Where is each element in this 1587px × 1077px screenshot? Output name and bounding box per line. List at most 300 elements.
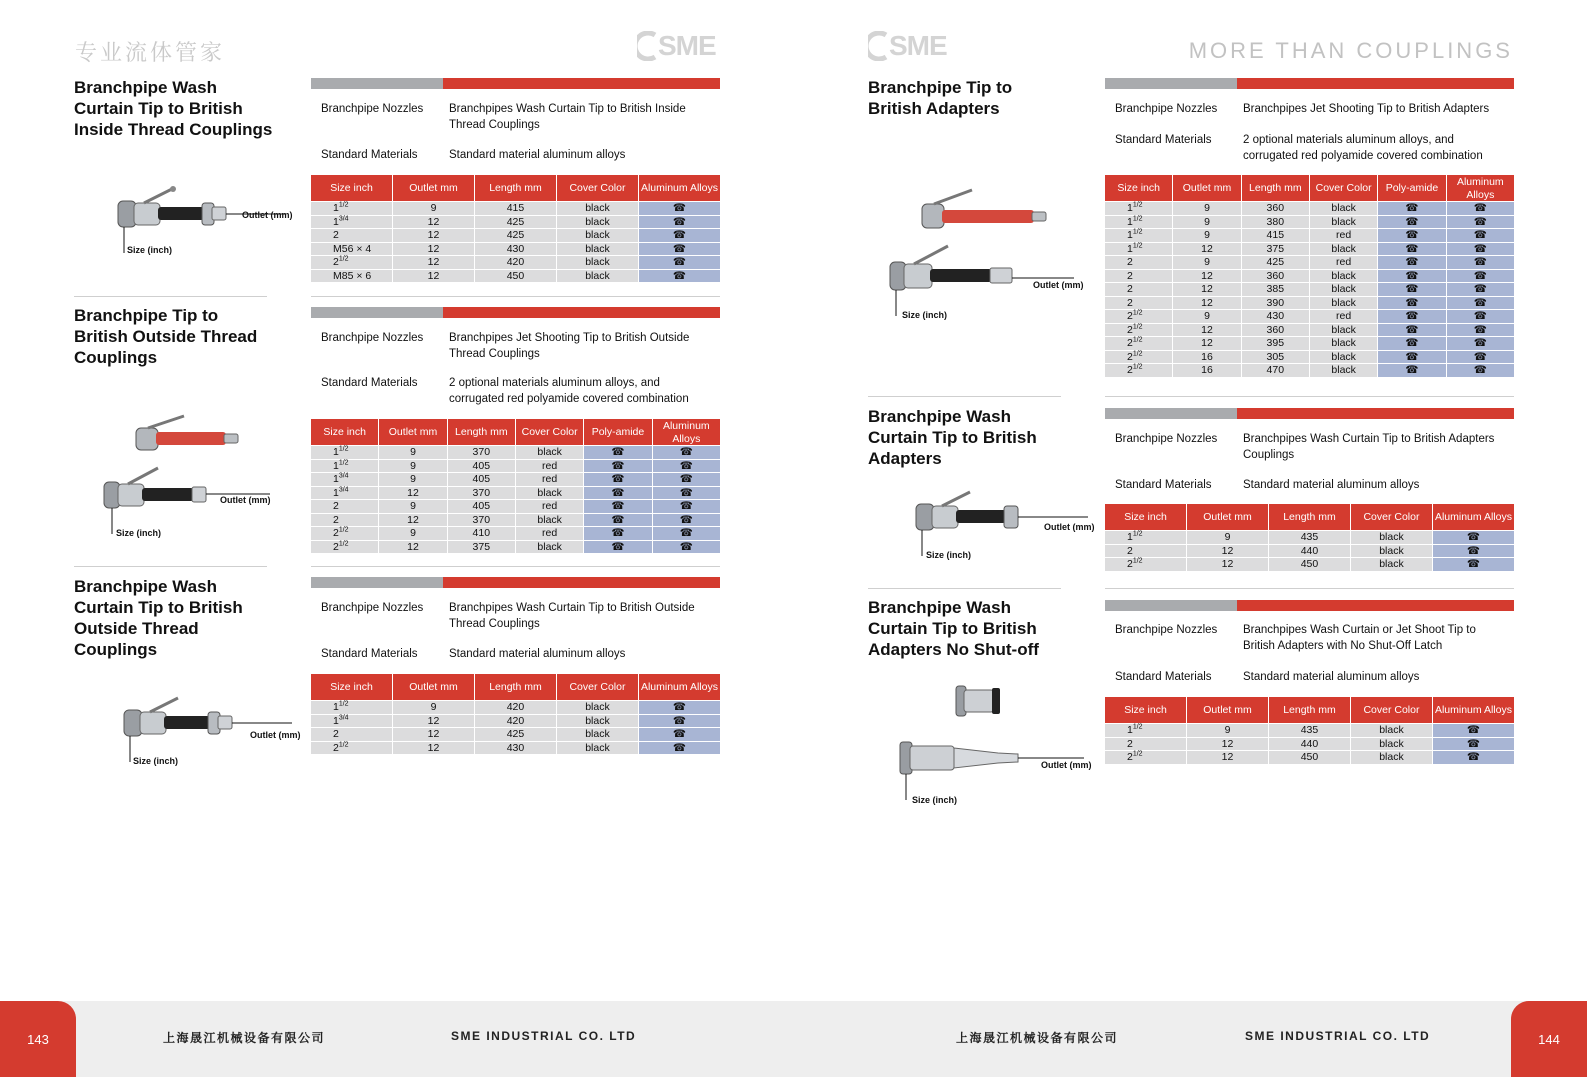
- size-cell: $2^{1/2}$: [1105, 558, 1187, 571]
- availability-mark-icon: ☎: [672, 256, 687, 268]
- length-cell: 425: [1241, 256, 1309, 270]
- availability-cell: [1446, 256, 1514, 270]
- length-cell: 370: [447, 513, 515, 527]
- outlet-cell: 9: [379, 500, 447, 514]
- table-row: [1105, 215, 1514, 229]
- availability-mark-icon: ☎: [1405, 229, 1419, 241]
- color-cell: black: [1350, 544, 1432, 558]
- color-cell: black: [556, 728, 638, 742]
- column-header: Length mm: [474, 175, 556, 202]
- section-bar: [1105, 600, 1514, 611]
- length-cell: 370: [447, 446, 515, 460]
- spec-info: [1105, 432, 1514, 502]
- outlet-cell: 9: [1173, 229, 1241, 243]
- color-cell: black: [556, 215, 638, 229]
- column-header: Cover Color: [1350, 504, 1432, 531]
- spec-info: [1105, 102, 1514, 172]
- color-cell: black: [1309, 215, 1377, 229]
- table-row: [1105, 350, 1514, 364]
- size-label: Size (inch): [133, 756, 179, 766]
- table-row: [1105, 558, 1514, 571]
- section-title: Branchpipe Wash Curtain Tip to British Inside Thread Couplings: [74, 78, 273, 139]
- availability-mark-icon: ☎: [672, 215, 687, 228]
- table-row: [1105, 256, 1514, 270]
- nozzles-label: Branchpipe Nozzles: [1115, 624, 1218, 636]
- availability-mark-icon: ☎: [1473, 256, 1487, 268]
- logo-mark-icon: [868, 31, 888, 61]
- spec-info: [1105, 623, 1514, 693]
- table-row: [311, 242, 720, 256]
- size-cell: $1^{3/4}$: [311, 473, 379, 487]
- availability-mark-icon: ☎: [672, 701, 687, 713]
- length-cell: 410: [447, 527, 515, 541]
- color-cell: black: [556, 269, 638, 282]
- length-cell: 450: [474, 269, 556, 282]
- table-row: [1105, 531, 1514, 545]
- nozzles-value: Branchpipes Wash Curtain Tip to British Adapters Couplings: [1243, 433, 1495, 461]
- availability-cell: [638, 215, 720, 229]
- length-cell: 425: [474, 229, 556, 243]
- nozzles-value: Branchpipes Wash Curtain Tip to British Outside Thread Couplings: [449, 602, 695, 630]
- spec-info: [311, 331, 720, 411]
- table-row: [1105, 364, 1514, 377]
- company-logo-right: [868, 30, 947, 62]
- table-header-row: [311, 419, 720, 446]
- column-header: Outlet mm: [379, 419, 447, 446]
- availability-cell: [1378, 215, 1446, 229]
- size-cell: 2: [1105, 256, 1173, 270]
- size-cell: $2^{1/2}$: [1105, 310, 1173, 324]
- availability-cell: [638, 269, 720, 282]
- materials-label: Standard Materials: [321, 377, 418, 389]
- availability-cell: [1446, 229, 1514, 243]
- materials-label: Standard Materials: [321, 648, 418, 660]
- outlet-label: Outlet (mm): [1041, 760, 1092, 770]
- availability-cell: [638, 701, 720, 715]
- availability-cell: [1378, 256, 1446, 270]
- size-cell: $2^{1/2}$: [311, 256, 393, 270]
- color-cell: black: [1350, 531, 1432, 545]
- size-label: Size (inch): [127, 245, 173, 255]
- logo-mark-icon: [637, 31, 657, 61]
- section-divider: [311, 296, 720, 297]
- table-row: [1105, 229, 1514, 243]
- color-cell: red: [1309, 310, 1377, 324]
- product-image: [116, 692, 306, 772]
- outlet-cell: 12: [1173, 269, 1241, 283]
- availability-mark-icon: ☎: [679, 473, 693, 485]
- column-header: Length mm: [1268, 504, 1350, 531]
- length-cell: 305: [1241, 350, 1309, 364]
- size-cell: $2^{1/2}$: [1105, 364, 1173, 377]
- size-cell: $1^{3/4}$: [311, 215, 393, 229]
- outlet-cell: 9: [379, 473, 447, 487]
- column-header: Size inch: [311, 674, 393, 701]
- logo-text: SME: [658, 30, 716, 61]
- column-header: Length mm: [1268, 697, 1350, 724]
- availability-mark-icon: ☎: [672, 242, 687, 255]
- length-cell: 470: [1241, 364, 1309, 377]
- product-image: [898, 682, 1098, 810]
- outlet-cell: 12: [1187, 751, 1269, 764]
- availability-cell: [1446, 323, 1514, 337]
- outlet-cell: 12: [393, 215, 475, 229]
- availability-mark-icon: ☎: [1466, 531, 1481, 543]
- spec-table: [311, 175, 720, 282]
- length-cell: 370: [447, 486, 515, 500]
- outlet-cell: 12: [1187, 737, 1269, 751]
- color-cell: black: [515, 446, 583, 460]
- spec-info: [311, 102, 720, 172]
- logo-text: SME: [889, 30, 947, 61]
- outlet-cell: 12: [393, 714, 475, 728]
- outlet-cell: 9: [1187, 724, 1269, 738]
- outlet-label: Outlet (mm): [1044, 522, 1095, 532]
- color-cell: black: [1309, 337, 1377, 351]
- color-cell: black: [1309, 350, 1377, 364]
- availability-mark-icon: ☎: [1473, 202, 1487, 214]
- availability-mark-icon: ☎: [1405, 202, 1419, 214]
- availability-cell: [584, 473, 652, 487]
- section-divider: [868, 588, 1061, 589]
- header-tagline-en: MORE THAN COUPLINGS: [1188, 38, 1513, 63]
- availability-cell: [1378, 296, 1446, 310]
- availability-cell: [1446, 215, 1514, 229]
- nozzles-label: Branchpipe Nozzles: [321, 332, 424, 344]
- spec-table: [1105, 175, 1514, 377]
- section-divider: [74, 566, 267, 567]
- size-cell: $1^{1/2}$: [311, 446, 379, 460]
- availability-mark-icon: ☎: [1466, 724, 1481, 736]
- outlet-label: Outlet (mm): [220, 495, 271, 505]
- availability-cell: [1378, 350, 1446, 364]
- availability-cell: [1446, 350, 1514, 364]
- section-title: Branchpipe Wash Curtain Tip to British Adapters: [868, 407, 1037, 468]
- availability-mark-icon: ☎: [672, 229, 687, 241]
- availability-cell: [652, 473, 720, 487]
- length-cell: 430: [1241, 310, 1309, 324]
- size-label: Size (inch): [902, 310, 948, 320]
- length-cell: 395: [1241, 337, 1309, 351]
- availability-mark-icon: ☎: [1473, 337, 1487, 349]
- materials-value: 2 optional materials aluminum alloys, and corrugated red polyamide covered combination: [1243, 134, 1483, 162]
- outlet-cell: 16: [1173, 350, 1241, 364]
- column-header: Size inch: [311, 175, 393, 202]
- column-header: Aluminum Alloys: [1446, 175, 1514, 202]
- outlet-cell: 12: [393, 256, 475, 270]
- size-cell: $1^{3/4}$: [311, 486, 379, 500]
- size-cell: 2: [311, 728, 393, 742]
- section-title: Branchpipe Wash Curtain Tip to British Outside Thread Couplings: [74, 577, 243, 659]
- length-cell: 385: [1241, 283, 1309, 297]
- color-cell: black: [1350, 751, 1432, 764]
- outlet-cell: 12: [1173, 283, 1241, 297]
- table-row: [1105, 283, 1514, 297]
- materials-label: Standard Materials: [1115, 134, 1212, 146]
- availability-mark-icon: ☎: [1473, 350, 1487, 363]
- header-tagline-cn: 专业流体管家: [75, 41, 226, 66]
- availability-mark-icon: ☎: [1473, 215, 1487, 228]
- availability-cell: [1446, 269, 1514, 283]
- color-cell: red: [515, 527, 583, 541]
- branchpipe-nozzle-icon: [888, 184, 1088, 324]
- size-cell: 2: [1105, 283, 1173, 297]
- availability-cell: [652, 486, 720, 500]
- table-row: [311, 714, 720, 728]
- outlet-cell: 9: [379, 527, 447, 541]
- table-row: [311, 269, 720, 282]
- company-logo: [637, 30, 716, 62]
- length-cell: 415: [474, 202, 556, 216]
- availability-mark-icon: ☎: [1405, 337, 1419, 349]
- materials-value: Standard material aluminum alloys: [449, 648, 626, 660]
- column-header: Outlet mm: [393, 674, 475, 701]
- outlet-cell: 9: [379, 446, 447, 460]
- spec-table: [311, 674, 720, 754]
- size-cell: $1^{1/2}$: [1105, 202, 1173, 216]
- table-row: [1105, 296, 1514, 310]
- outlet-cell: 12: [379, 486, 447, 500]
- outlet-label: Outlet (mm): [250, 730, 301, 740]
- availability-mark-icon: ☎: [1466, 558, 1481, 570]
- color-cell: black: [1309, 283, 1377, 297]
- availability-cell: [1446, 337, 1514, 351]
- color-cell: black: [556, 741, 638, 754]
- availability-cell: [584, 513, 652, 527]
- size-cell: $1^{1/2}$: [1105, 531, 1187, 545]
- availability-mark-icon: ☎: [1473, 310, 1487, 322]
- outlet-cell: 16: [1173, 364, 1241, 377]
- availability-mark-icon: ☎: [1473, 269, 1487, 282]
- product-image: [912, 490, 1102, 570]
- outlet-cell: 12: [393, 728, 475, 742]
- availability-mark-icon: ☎: [679, 513, 693, 526]
- table-row: [1105, 310, 1514, 324]
- length-cell: 440: [1268, 544, 1350, 558]
- length-cell: 425: [474, 728, 556, 742]
- column-header: Size inch: [1105, 504, 1187, 531]
- size-cell: $2^{1/2}$: [311, 527, 379, 541]
- availability-mark-icon: ☎: [679, 459, 693, 472]
- section-title: Branchpipe Tip to British Outside Thread Couplings: [74, 306, 258, 367]
- availability-cell: [1378, 337, 1446, 351]
- outlet-cell: 12: [1173, 337, 1241, 351]
- availability-mark-icon: ☎: [679, 486, 693, 499]
- outlet-cell: 12: [1187, 558, 1269, 571]
- color-cell: black: [556, 229, 638, 243]
- table-row: [311, 256, 720, 270]
- table-row: [1105, 737, 1514, 751]
- table-row: [311, 459, 720, 473]
- color-cell: black: [515, 540, 583, 553]
- availability-cell: [652, 527, 720, 541]
- length-cell: 390: [1241, 296, 1309, 310]
- availability-mark-icon: ☎: [672, 269, 687, 282]
- table-row: [1105, 323, 1514, 337]
- availability-mark-icon: ☎: [1473, 364, 1487, 376]
- table-row: [311, 741, 720, 754]
- availability-cell: [638, 229, 720, 243]
- color-cell: red: [1309, 229, 1377, 243]
- color-cell: black: [1309, 202, 1377, 216]
- length-cell: 415: [1241, 229, 1309, 243]
- nozzles-value: Branchpipes Wash Curtain or Jet Shoot Tip to British Adapters with No Shut-Off Latch: [1243, 624, 1476, 652]
- table-header-row: [311, 674, 720, 701]
- materials-value: Standard material aluminum alloys: [1243, 671, 1420, 683]
- column-header: Cover Color: [1309, 175, 1377, 202]
- footer-company-en: SME INDUSTRIAL CO. LTD: [451, 1029, 637, 1043]
- availability-mark-icon: ☎: [611, 459, 625, 472]
- outlet-cell: 12: [393, 741, 475, 754]
- outlet-cell: 9: [1173, 310, 1241, 324]
- length-cell: 420: [474, 701, 556, 715]
- nozzles-label: Branchpipe Nozzles: [1115, 103, 1218, 115]
- color-cell: black: [1309, 269, 1377, 283]
- table-row: [311, 728, 720, 742]
- availability-cell: [1432, 751, 1514, 764]
- color-cell: black: [1350, 724, 1432, 738]
- outlet-cell: 12: [393, 229, 475, 243]
- outlet-cell: 12: [393, 242, 475, 256]
- availability-cell: [1446, 202, 1514, 216]
- availability-mark-icon: ☎: [1405, 242, 1419, 255]
- color-cell: black: [556, 714, 638, 728]
- size-cell: $1^{1/2}$: [311, 202, 393, 216]
- column-header: Cover Color: [1350, 697, 1432, 724]
- availability-cell: [652, 500, 720, 514]
- availability-cell: [652, 459, 720, 473]
- availability-cell: [1378, 364, 1446, 377]
- availability-cell: [638, 728, 720, 742]
- availability-cell: [1446, 283, 1514, 297]
- availability-cell: [638, 256, 720, 270]
- availability-mark-icon: ☎: [1405, 283, 1419, 295]
- table-row: [1105, 269, 1514, 283]
- length-cell: 435: [1268, 531, 1350, 545]
- outlet-cell: 9: [1173, 215, 1241, 229]
- footer-company-en-right: SME INDUSTRIAL CO. LTD: [1245, 1029, 1431, 1043]
- size-cell: $1^{3/4}$: [311, 714, 393, 728]
- section-divider: [868, 396, 1061, 397]
- outlet-cell: 9: [1187, 531, 1269, 545]
- outlet-cell: 12: [1173, 323, 1241, 337]
- outlet-cell: 9: [379, 459, 447, 473]
- availability-mark-icon: ☎: [1466, 737, 1481, 750]
- column-header: Poly-amide: [1378, 175, 1446, 202]
- availability-mark-icon: ☎: [1405, 364, 1419, 376]
- availability-cell: [1446, 364, 1514, 377]
- section-divider: [311, 566, 720, 567]
- column-header: Length mm: [1241, 175, 1309, 202]
- page-number-right: 144: [1511, 1001, 1587, 1077]
- availability-mark-icon: ☎: [611, 500, 625, 512]
- branchpipe-nozzle-icon: [100, 412, 290, 542]
- spec-info: [311, 601, 720, 671]
- color-cell: black: [556, 701, 638, 715]
- color-cell: black: [1350, 737, 1432, 751]
- availability-cell: [652, 446, 720, 460]
- size-cell: 2: [1105, 296, 1173, 310]
- column-header: Outlet mm: [1173, 175, 1241, 202]
- section-bar: [311, 577, 720, 588]
- availability-mark-icon: ☎: [672, 202, 687, 214]
- length-cell: 450: [1268, 751, 1350, 764]
- column-header: Cover Color: [515, 419, 583, 446]
- availability-mark-icon: ☎: [611, 486, 625, 499]
- materials-value: Standard material aluminum alloys: [1243, 479, 1420, 491]
- table-row: [1105, 724, 1514, 738]
- section-bar: [311, 307, 720, 318]
- availability-mark-icon: ☎: [1405, 350, 1419, 363]
- column-header: Size inch: [1105, 175, 1173, 202]
- footer-company-cn-right: 上海晟江机械设备有限公司: [956, 1031, 1119, 1045]
- materials-value: 2 optional materials aluminum alloys, and corrugated red polyamide covered combination: [449, 377, 689, 405]
- size-label: Size (inch): [912, 795, 958, 805]
- length-cell: 360: [1241, 323, 1309, 337]
- table-row: [311, 500, 720, 514]
- availability-cell: [1378, 269, 1446, 283]
- size-cell: 2: [1105, 737, 1187, 751]
- availability-cell: [1378, 242, 1446, 256]
- availability-mark-icon: ☎: [679, 446, 693, 458]
- outlet-label: Outlet (mm): [242, 210, 293, 220]
- table-row: [1105, 544, 1514, 558]
- color-cell: black: [1309, 296, 1377, 310]
- section-bar: [1105, 408, 1514, 419]
- availability-cell: [1432, 531, 1514, 545]
- color-cell: red: [515, 459, 583, 473]
- length-cell: 380: [1241, 215, 1309, 229]
- nozzles-value: Branchpipes Jet Shooting Tip to British Outside Thread Couplings: [449, 332, 690, 360]
- size-cell: 2: [311, 513, 379, 527]
- availability-cell: [584, 540, 652, 553]
- product-image: [100, 412, 290, 542]
- length-cell: 430: [474, 741, 556, 754]
- nozzles-label: Branchpipe Nozzles: [321, 602, 424, 614]
- availability-cell: [652, 540, 720, 553]
- column-header: Cover Color: [556, 175, 638, 202]
- availability-mark-icon: ☎: [611, 527, 625, 539]
- availability-mark-icon: ☎: [1473, 296, 1487, 309]
- availability-cell: [1432, 544, 1514, 558]
- availability-cell: [1432, 558, 1514, 571]
- availability-mark-icon: ☎: [679, 500, 693, 512]
- outlet-cell: 9: [1173, 256, 1241, 270]
- spec-table: [311, 419, 720, 553]
- availability-mark-icon: ☎: [611, 513, 625, 526]
- availability-cell: [1446, 296, 1514, 310]
- color-cell: black: [556, 242, 638, 256]
- outlet-cell: 9: [1173, 202, 1241, 216]
- table-row: [311, 513, 720, 527]
- availability-mark-icon: ☎: [1473, 323, 1487, 336]
- availability-cell: [1378, 323, 1446, 337]
- color-cell: black: [1350, 558, 1432, 571]
- availability-mark-icon: ☎: [1473, 242, 1487, 255]
- outlet-cell: 12: [1173, 296, 1241, 310]
- size-cell: $1^{1/2}$: [1105, 242, 1173, 256]
- availability-cell: [638, 714, 720, 728]
- availability-mark-icon: ☎: [679, 540, 693, 553]
- section-divider: [74, 296, 267, 297]
- availability-mark-icon: ☎: [1405, 215, 1419, 228]
- table-header-row: [1105, 504, 1514, 531]
- availability-cell: [584, 446, 652, 460]
- availability-mark-icon: ☎: [672, 714, 687, 727]
- materials-value: Standard material aluminum alloys: [449, 149, 626, 161]
- page-number-left: 143: [0, 1001, 76, 1077]
- table-row: [311, 473, 720, 487]
